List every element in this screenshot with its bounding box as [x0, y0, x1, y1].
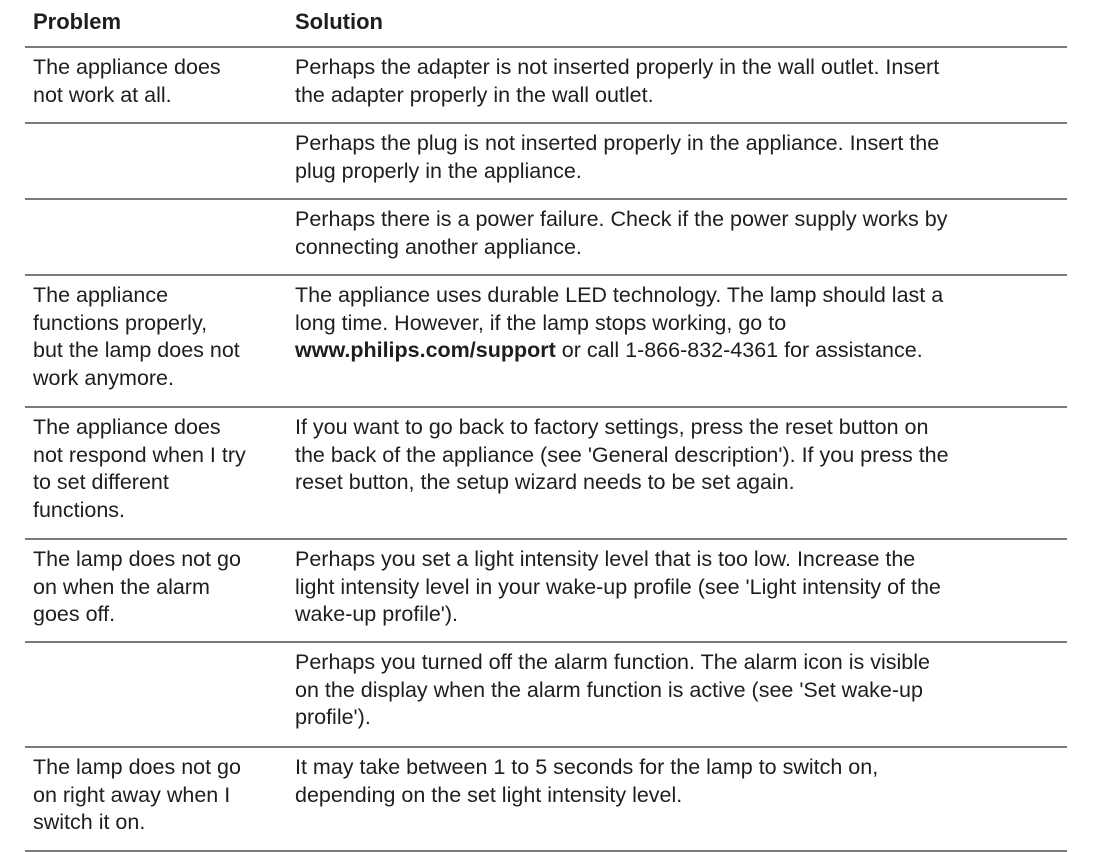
text-line: Perhaps the adapter is not inserted properly in the wall outlet. Insert — [295, 55, 940, 79]
text-line: wake-up profile'). — [295, 602, 459, 627]
text-line: goes off. — [33, 602, 116, 627]
text-line: functions properly, — [33, 310, 208, 335]
row-divider — [25, 641, 1067, 643]
row-divider — [25, 274, 1067, 276]
text-line: switch it on. — [33, 810, 146, 835]
row-divider — [25, 46, 1067, 48]
text-line: not respond when I try — [33, 442, 246, 467]
problem-cell — [33, 754, 241, 837]
text-line: not work at all. — [33, 82, 172, 107]
solution-cell — [295, 206, 947, 261]
text-line: the adapter properly in the wall outlet. — [295, 82, 654, 107]
problem-cell — [33, 546, 241, 629]
solution-cell — [295, 130, 939, 185]
solution-cell — [295, 282, 943, 365]
row-divider — [25, 746, 1067, 748]
text-line: light intensity level in your wake-up profile (see 'Light intensity of the — [295, 574, 941, 599]
text-line: to set different — [33, 470, 169, 495]
text-line: the back of the appliance (see 'General description'). If you press the — [295, 442, 949, 467]
row-divider — [25, 122, 1067, 124]
text-line: profile'). — [295, 705, 371, 730]
text-line: Perhaps you turned off the alarm function. The alarm icon is visible — [295, 650, 930, 674]
solution-cell — [295, 414, 949, 497]
text-span: or call 1-866-832-4361 for assistance. — [555, 338, 923, 363]
text-line: Perhaps there is a power failure. Check if the power supply works by — [295, 207, 948, 231]
text-line: If you want to go back to factory settings, press the reset button on — [295, 415, 929, 439]
support-link[interactable]: www.philips.com/support — [295, 338, 556, 363]
text-line: The appliance uses durable LED technology. The lamp should last a — [295, 283, 944, 307]
row-divider — [25, 198, 1067, 200]
solution-cell — [295, 649, 930, 732]
solution-cell — [295, 546, 941, 629]
text-line: The lamp does not go — [33, 755, 241, 779]
text-line: but the lamp does not — [33, 338, 240, 363]
text-line: work anymore. — [33, 366, 174, 391]
text-line: plug properly in the appliance. — [295, 158, 582, 183]
text-line: functions. — [33, 498, 126, 523]
text-line: on when the alarm — [33, 574, 210, 599]
text-line: Perhaps the plug is not inserted properly in the appliance. Insert the — [295, 131, 940, 155]
column-header-problem: Problem — [33, 9, 122, 34]
row-divider — [25, 850, 1067, 852]
solution-cell — [295, 754, 878, 809]
text-line: It may take between 1 to 5 seconds for the lamp to switch on, — [295, 755, 879, 779]
text-line: on the display when the alarm function is active (see 'Set wake-up — [295, 677, 923, 702]
text-line: The appliance — [33, 283, 169, 307]
text-line: The lamp does not go — [33, 547, 241, 571]
column-header-solution: Solution — [295, 9, 383, 34]
text-line: long time. However, if the lamp stops working, go to — [295, 310, 787, 335]
text-line: reset button, the setup wizard needs to be set again. — [295, 470, 795, 495]
problem-cell — [33, 414, 246, 525]
solution-cell — [295, 54, 939, 109]
problem-cell — [33, 282, 240, 393]
text-line: The appliance does — [33, 415, 221, 439]
text-line: depending on the set light intensity level. — [295, 782, 683, 807]
row-divider — [25, 406, 1067, 408]
text-line: The appliance does — [33, 55, 221, 79]
text-line — [295, 337, 943, 365]
row-divider — [25, 538, 1067, 540]
text-line: Perhaps you set a light intensity level that is too low. Increase the — [295, 547, 916, 571]
text-line: on right away when I — [33, 782, 231, 807]
text-line: connecting another appliance. — [295, 234, 582, 259]
problem-cell — [33, 54, 221, 109]
